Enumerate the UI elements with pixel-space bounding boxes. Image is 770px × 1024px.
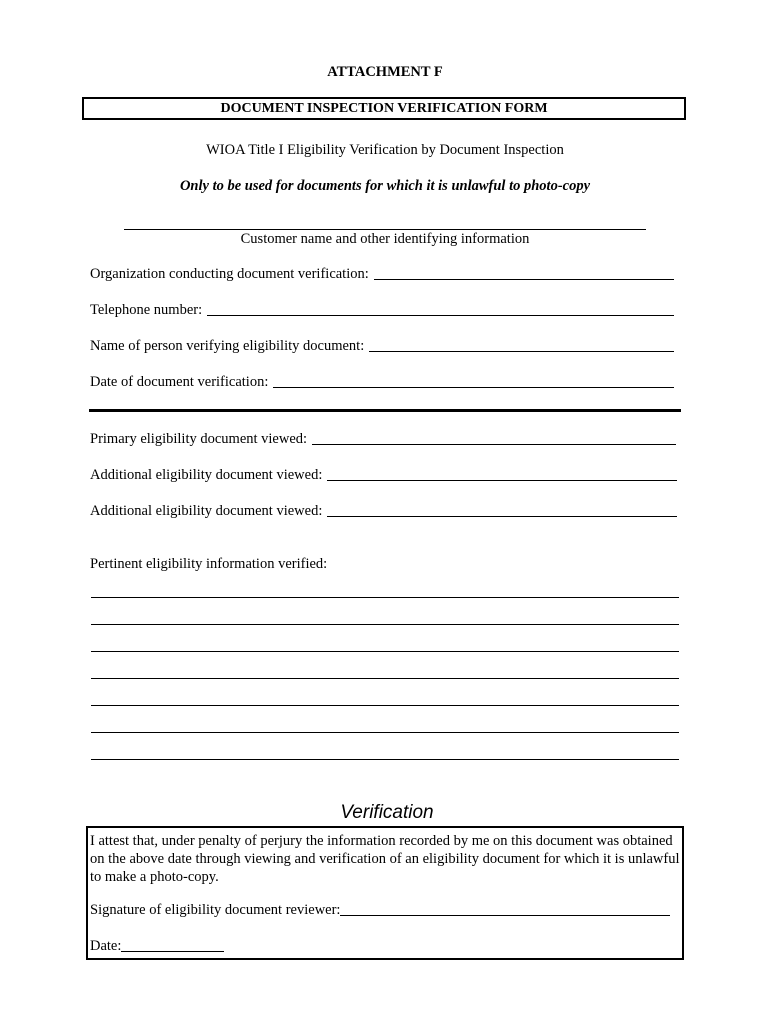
date-verification-field[interactable] <box>90 374 674 391</box>
verifier-name-label: Name of person verifying eligibility document: <box>90 338 365 354</box>
additional-doc-label-2: Additional eligibility document viewed: <box>90 503 323 519</box>
attestation-text: I attest that, under penalty of perjury the information recorded by me on this document was obtained on the above date through viewing and verification of an eligibility document for which it is unlawful to make a photo-copy. <box>90 833 680 885</box>
additional-doc-line-1[interactable] <box>327 479 677 481</box>
info-line-1[interactable] <box>91 597 679 598</box>
section-divider <box>89 409 681 412</box>
additional-doc-line-2[interactable] <box>327 515 677 517</box>
date-label: Date: <box>90 938 122 954</box>
customer-name-line[interactable] <box>124 229 646 230</box>
telephone-line[interactable] <box>207 314 674 316</box>
telephone-label: Telephone number: <box>90 302 203 318</box>
form-title: DOCUMENT INSPECTION VERIFICATION FORM <box>220 101 548 116</box>
form-subtitle: WIOA Title I Eligibility Verification by Document Inspection <box>206 142 564 158</box>
primary-doc-field[interactable] <box>90 431 676 448</box>
organization-line[interactable] <box>374 278 674 280</box>
date-verification-line[interactable] <box>273 386 674 388</box>
form-title-box <box>82 97 686 120</box>
additional-doc-field-1[interactable] <box>90 467 677 484</box>
pertinent-info-label: Pertinent eligibility information verified: <box>90 556 328 572</box>
info-line-7[interactable] <box>91 759 679 760</box>
info-line-3[interactable] <box>91 651 679 652</box>
telephone-field[interactable] <box>90 302 674 319</box>
info-line-4[interactable] <box>91 678 679 679</box>
attachment-title: ATTACHMENT F <box>327 64 443 80</box>
verification-heading: Verification <box>340 802 434 823</box>
info-line-2[interactable] <box>91 624 679 625</box>
info-line-6[interactable] <box>91 732 679 733</box>
verifier-name-field[interactable] <box>90 338 674 355</box>
signature-line[interactable] <box>340 914 670 916</box>
additional-doc-label-1: Additional eligibility document viewed: <box>90 467 323 483</box>
customer-label: Customer name and other identifying information <box>240 231 530 247</box>
verifier-name-line[interactable] <box>369 350 674 352</box>
date-verification-label: Date of document verification: <box>90 374 269 390</box>
photocopy-note: Only to be used for documents for which it is unlawful to photo-copy <box>179 178 591 194</box>
organization-field[interactable] <box>90 266 674 283</box>
primary-doc-label: Primary eligibility document viewed: <box>90 431 308 447</box>
info-line-5[interactable] <box>91 705 679 706</box>
signature-label: Signature of eligibility document reviewer: <box>90 902 341 918</box>
signature-field[interactable] <box>90 902 670 919</box>
date-line[interactable] <box>121 950 224 952</box>
date-field[interactable] <box>90 938 224 955</box>
primary-doc-line[interactable] <box>312 443 676 445</box>
organization-label: Organization conducting document verification: <box>90 266 369 282</box>
additional-doc-field-2[interactable] <box>90 503 677 520</box>
